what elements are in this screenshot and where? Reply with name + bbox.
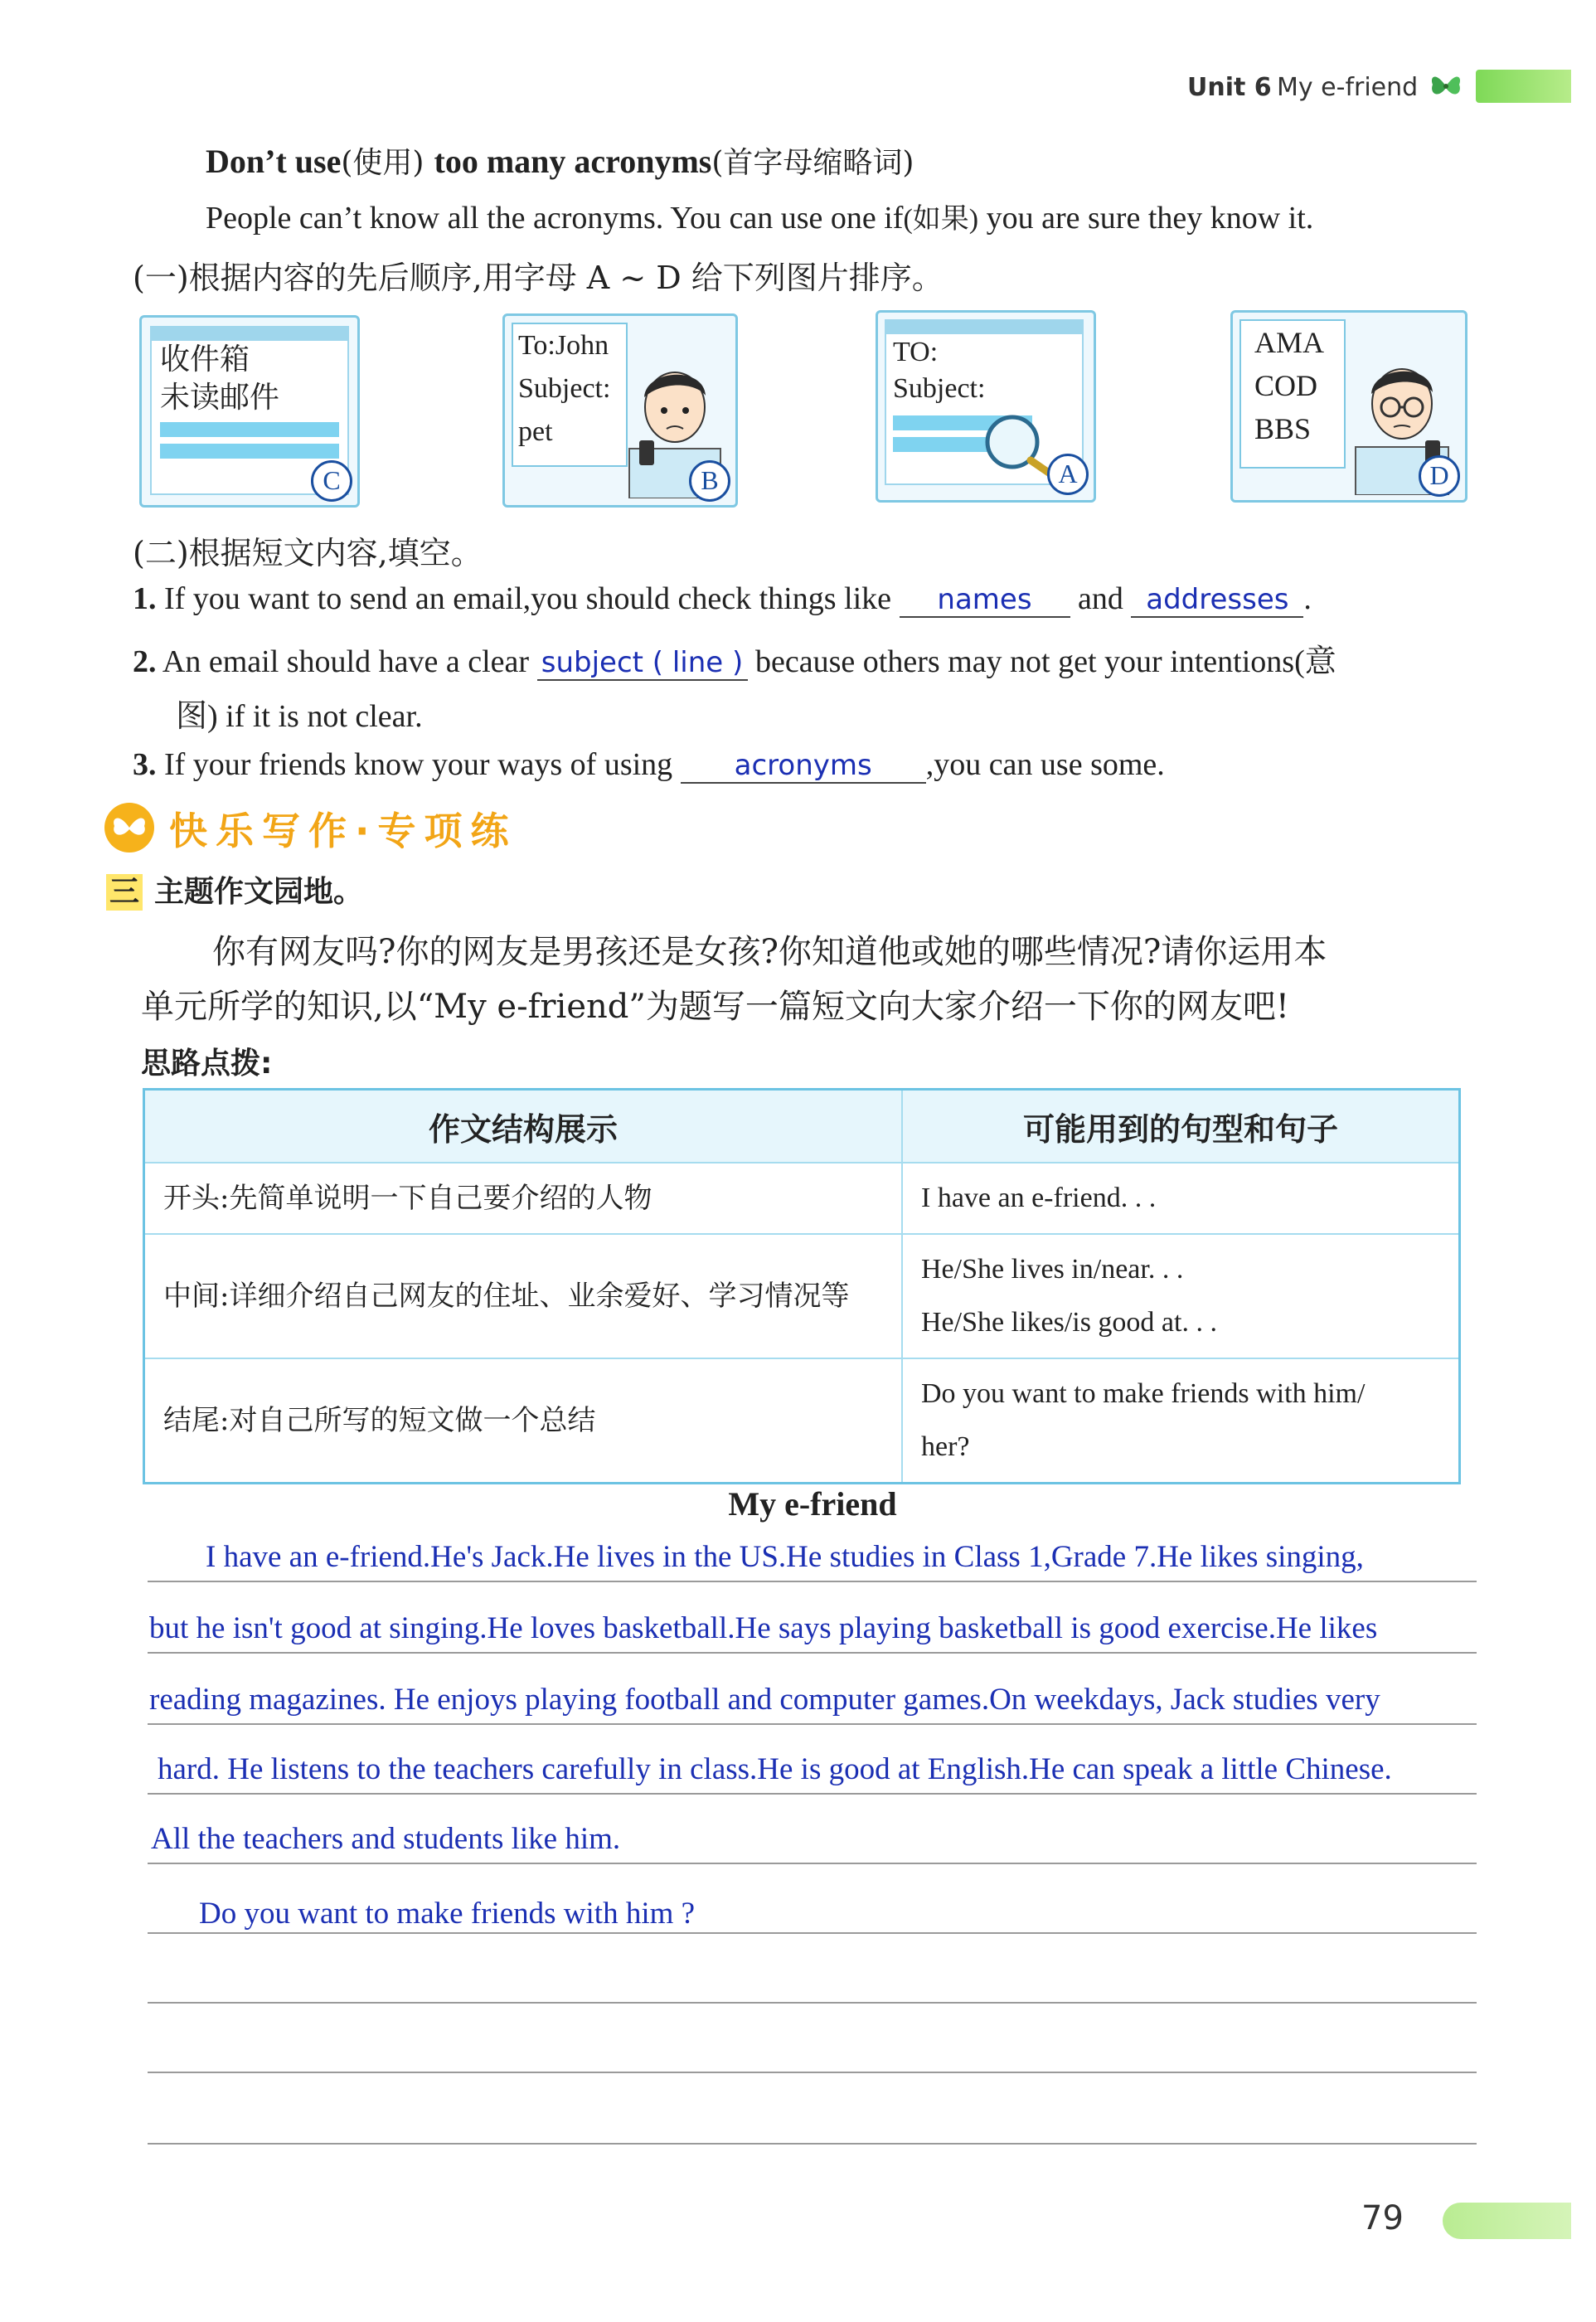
picture-card-2: [502, 313, 738, 508]
writing-line: [148, 1652, 1477, 1654]
window-titlebar: [886, 321, 1082, 334]
heading-en1: Don’t use: [206, 143, 342, 180]
task2-instruction: (二)根据短文内容,填空。: [133, 535, 483, 571]
writing-line: [148, 2143, 1477, 2145]
question-3: [133, 746, 1165, 784]
card-line: BBS: [1254, 412, 1312, 445]
question-text: ,you can use some.: [925, 747, 1165, 782]
heading-cn1: (使用): [341, 146, 424, 180]
order-badge: A: [1047, 454, 1089, 495]
card-line: AMA: [1254, 326, 1325, 359]
table-cell: [902, 1163, 1460, 1234]
essay-title: My e-friend: [728, 1485, 897, 1523]
writing-prompt-line2: 单元所学的知识,以“My e-friend”为题写一篇短文向大家介绍一下你的网友吧!: [141, 988, 1289, 1026]
writing-line: [148, 1723, 1477, 1725]
essay-line: but he isn't good at singing.He loves basketball.He says playing basketball is good exercise.He likes: [149, 1611, 1378, 1645]
question-2: [133, 635, 1336, 681]
butterfly-icon: [1428, 68, 1464, 104]
question-number: 2.: [133, 644, 157, 679]
table-cell: 开头:先简单说明一下自己要介绍的人物: [144, 1163, 903, 1234]
question-text: and: [1078, 581, 1123, 616]
picture-card-4: [1230, 310, 1467, 503]
writing-banner: 快乐写作·专项练: [169, 809, 517, 853]
writing-line: [148, 1863, 1477, 1864]
unit-label: Unit 6: [1187, 73, 1272, 102]
card-line: TO:: [893, 337, 939, 367]
card-line: Subject:: [893, 373, 986, 404]
table-header-row: [144, 1090, 1460, 1163]
para-part2: you are sure they know it.: [986, 201, 1314, 236]
task1-instruction: (一)根据内容的先后顺序,用字母 A ~ D 给下列图片排序。: [133, 260, 944, 296]
question-number: 3.: [133, 747, 157, 782]
question-number: 1.: [133, 581, 157, 616]
question-text: If you want to send an email,you should check things like: [164, 581, 891, 616]
picture-card-1: [139, 315, 360, 508]
writing-line: [148, 2002, 1477, 2004]
section-title: 主题作文园地。: [154, 875, 364, 909]
writing-line: [148, 1932, 1477, 1934]
writing-line: [148, 1581, 1477, 1582]
flower-icon: [103, 801, 156, 854]
table-row: [144, 1234, 1460, 1358]
table-header: 作文结构展示: [144, 1090, 903, 1163]
reading-heading: [206, 139, 914, 182]
picture-card-3: [876, 310, 1096, 503]
essay-line: I have an e-friend.He's Jack.He lives in the US.He studies in Class 1,Grade 7.He likes singing,: [206, 1540, 1364, 1574]
essay-line: hard. He listens to the teachers carefully in class.He is good at English.He can speak a little Chinese.: [158, 1752, 1392, 1786]
answer-blank[interactable]: acronyms: [681, 749, 926, 784]
table-row: [144, 1358, 1460, 1484]
question-2-continued: 图) if it is not clear.: [176, 699, 423, 734]
writing-line: [148, 2072, 1477, 2073]
essay-line: reading magazines. He enjoys playing football and computer games.On weekdays, Jack studies very: [149, 1683, 1380, 1717]
cell-line: He/She likes/is good at. . .: [921, 1307, 1217, 1338]
question-1: [133, 580, 1312, 618]
section-mark: 三: [106, 874, 143, 911]
card-line: To:John: [518, 330, 609, 361]
order-badge: D: [1419, 455, 1460, 497]
writing-line: [148, 1793, 1477, 1795]
heading-en2: too many acronyms: [434, 143, 712, 180]
order-badge: B: [689, 460, 730, 502]
table-cell: 结尾:对自己所写的短文做一个总结: [144, 1358, 903, 1484]
cell-line: He/She lives in/near. . .: [921, 1254, 1184, 1285]
answer-blank[interactable]: subject ( line ): [537, 646, 748, 681]
card-line: COD: [1254, 369, 1318, 402]
structure-table: [143, 1088, 1461, 1484]
cell-line: her?: [921, 1431, 970, 1462]
page-number: 79: [1361, 2199, 1404, 2237]
card-line: pet: [518, 416, 553, 447]
essay-line: All the teachers and students like him.: [151, 1822, 621, 1856]
question-text: An email should have a clear: [162, 644, 530, 679]
reading-paragraph: [206, 196, 1313, 236]
answer-blank[interactable]: addresses: [1131, 583, 1303, 618]
table-cell: [902, 1234, 1460, 1358]
writing-prompt-line1: 你有网友吗?你的网友是男孩还是女孩?你知道他或她的哪些情况?请你运用本: [212, 933, 1327, 971]
para-cn: (如果): [903, 204, 979, 235]
header-bar: [1476, 70, 1571, 103]
card-line: 收件箱: [160, 342, 250, 376]
table-row: [144, 1163, 1460, 1234]
card-line: Subject:: [518, 373, 611, 404]
window-titlebar: [152, 328, 347, 341]
table-cell: [902, 1358, 1460, 1484]
question-text: .: [1303, 581, 1312, 616]
para-part1: People can’t know all the acronyms. You can use one if: [206, 201, 904, 236]
footer-bar: [1443, 2203, 1571, 2239]
unit-title: My e-friend: [1277, 73, 1419, 102]
card-line: 未读邮件: [160, 381, 280, 415]
table-cell: 中间:详细介绍自己网友的住址、业余爱好、学习情况等: [144, 1234, 903, 1358]
heading-cn2: (首字母缩略词): [711, 146, 914, 180]
order-badge: C: [311, 460, 352, 502]
answer-blank[interactable]: names: [900, 583, 1070, 618]
cell-line: I have an e-friend. . .: [921, 1183, 1157, 1213]
tips-label: 思路点拨:: [141, 1047, 273, 1081]
question-text: because others may not get your intentions(意: [755, 644, 1336, 679]
cell-line: Do you want to make friends with him/: [921, 1378, 1366, 1409]
essay-line: Do you want to make friends with him ?: [199, 1897, 696, 1931]
question-text: If your friends know your ways of using: [164, 747, 673, 782]
table-header: 可能用到的句型和句子: [902, 1090, 1460, 1163]
